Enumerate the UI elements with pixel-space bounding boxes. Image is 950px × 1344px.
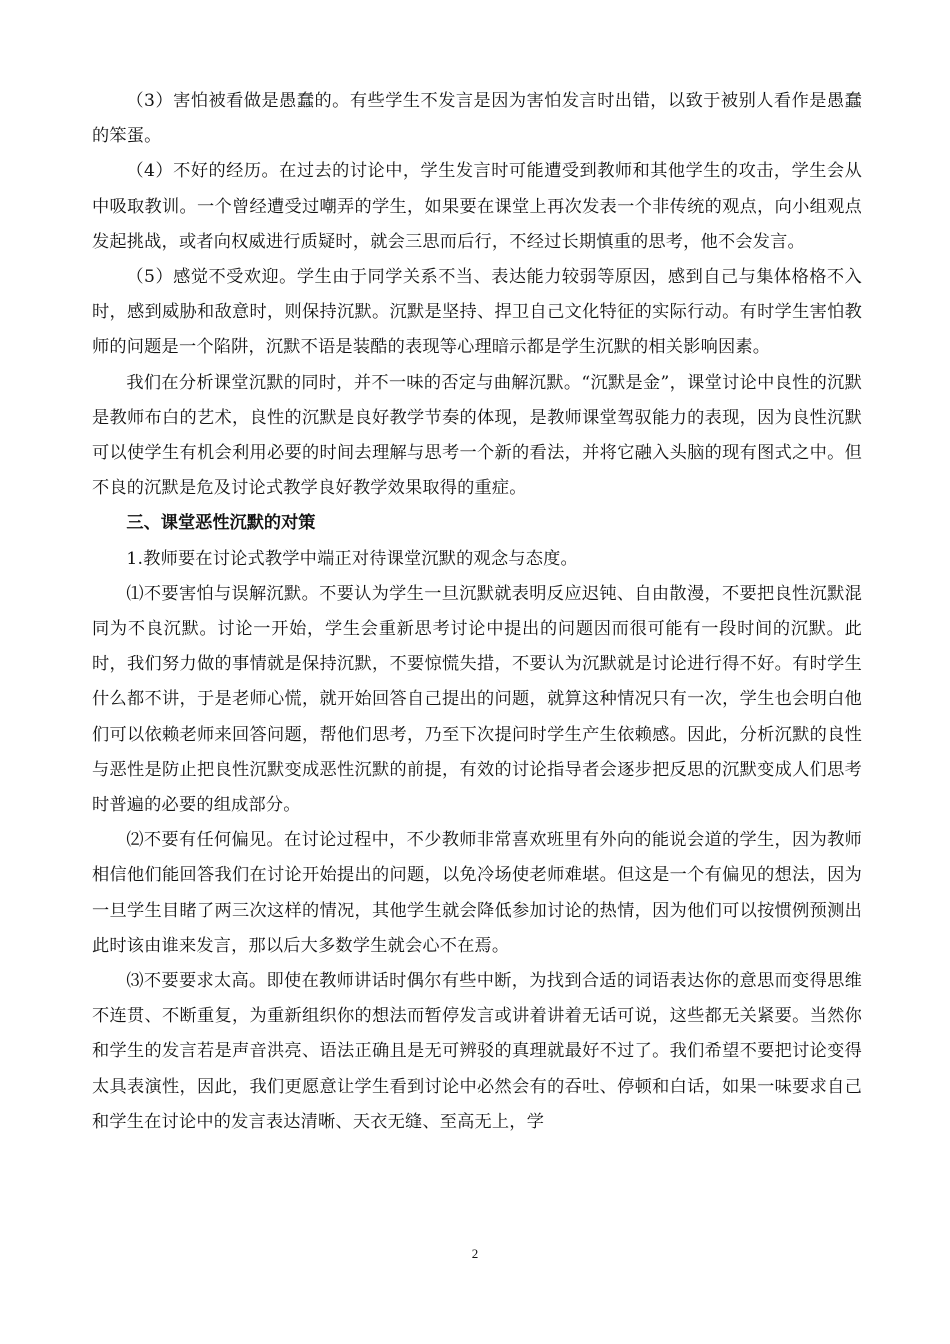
document-body [92,84,862,1140]
paragraph-fear-of-looking-stupid: （3）害怕被看做是愚蠢的。有些学生不发言是因为害怕发言时出错，以致于被别人看作是愚蠢的笨蛋。 [92,91,862,147]
page-number: 2 [471,1246,479,1261]
paragraph-dont-fear-silence: ⑴不要害怕与误解沉默。不要认为学生一旦沉默就表明反应迟钝、自由散漫，不要把良性沉默混同为不良沉默。讨论一开始，学生会重新思考讨论中提出的问题因而很可能有一段时间的沉默。此时，我们努力做的事情就是保持沉默，不要惊慌失措，不要认为沉默就是讨论进行得不好。有时学生什么都不讲，于是老师心慌，就开始回答自己提出的问题，就算这种情况只有一次，学生也会明白他们可以依赖老师来回答问题，帮他们思考，乃至下次提问时学生产生依赖感。因此，分析沉默的良性与恶性是防止把良性沉默变成恶性沉默的前提，有效的讨论指导者会逐步把反思的沉默变成人们思考时普遍的必要的组成部分。 [92,583,862,816]
paragraph-feeling-unwelcome: （5）感觉不受欢迎。学生由于同学关系不当、表达能力较弱等原因，感到自己与集体格格不入时，感到威胁和敌意时，则保持沉默。沉默是坚持、捍卫自己文化特征的实际行动。有时学生害怕教师的问题是一个陷阱，沉默不语是装酷的表现等心理暗示都是学生沉默的相关影响因素。 [92,267,862,358]
paragraph-bad-experience: （4）不好的经历。在过去的讨论中，学生发言时可能遭受到教师和其他学生的攻击，学生会从中吸取教训。一个曾经遭受过嘲弄的学生，如果要在课堂上再次发表一个非传统的观点，向小组观点发起挑战，或者向权威进行质疑时，就会三思而后行，不经过长期慎重的思考，他不会发言。 [92,161,862,252]
paragraph-teacher-attitude: 1.教师要在讨论式教学中端正对待课堂沉默的观念与态度。 [126,548,578,569]
paragraph-silence-analysis: 我们在分析课堂沉默的同时，并不一味的否定与曲解沉默。“沉默是金”，课堂讨论中良性的沉默是教师布白的艺术，良性的沉默是良好教学节奏的体现，是教师课堂驾驭能力的表现，因为良性沉默可以使学生有机会利用必要的时间去理解与思考一个新的看法，并将它融入头脑的现有图式之中。但不良的沉默是危及讨论式教学良好教学效果取得的重症。 [92,372,862,499]
paragraph-dont-demand-too-much: ⑶不要要求太高。即使在教师讲话时偶尔有些中断，为找到合适的词语表达你的意思而变得思维不连贯、不断重复，为重新组织你的想法而暂停发言或讲着讲着无话可说，这些都无关紧要。当然你和学生的发言若是声音洪亮、语法正确且是无可辨驳的真理就最好不过了。我们希望不要把讨论变得太具表演性，因此，我们更愿意让学生看到讨论中必然会有的吞吐、停顿和白话，如果一味要求自己和学生在讨论中的发言表达清晰、天衣无缝、至高无上，学 [92,971,862,1132]
section-heading-countermeasures: 三、课堂恶性沉默的对策 [126,513,316,534]
paragraph-no-prejudice: ⑵不要有任何偏见。在讨论过程中，不少教师非常喜欢班里有外向的能说会道的学生，因为教师相信他们能回答我们在讨论开始提出的问题，以免冷场使老师难堪。但这是一个有偏见的想法，因为一旦学生目睹了两三次这样的情况，其他学生就会降低参加讨论的热情，因为他们可以按惯例预测出此时该由谁来发言，那以后大多数学生就会心不在焉。 [92,830,862,956]
